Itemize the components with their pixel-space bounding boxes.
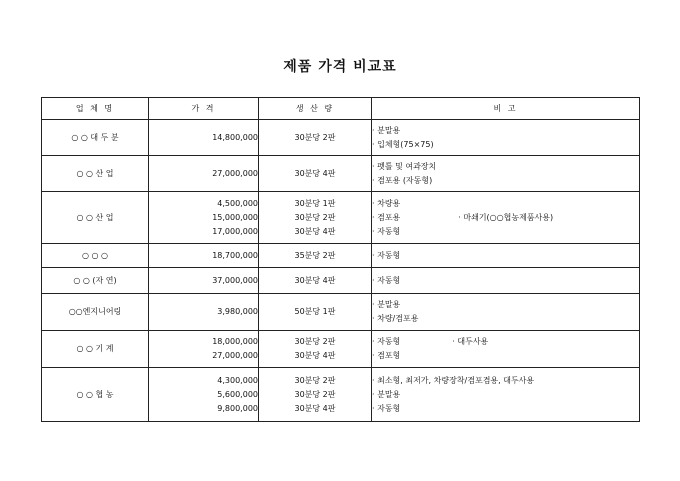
price-value: 3,980,000 [217,307,258,316]
production-cell [259,156,372,192]
header-note: 비 고 [372,98,640,120]
price-value: 15,000,000 [212,212,258,222]
table-row [42,192,640,244]
production-value: 30분당 2판 [294,132,336,142]
note-line: · 펫틀 및 여과장치 [372,161,437,171]
company-cell: ○ ○ (자 연) [42,268,149,294]
price-cell [149,331,259,368]
note-line: · 자동형 [372,275,401,285]
header-price: 가 격 [149,98,259,120]
note-text: · 겸포용 [372,212,401,222]
production-value: 30분당 4판 [294,403,336,413]
note-line: · 자동형 [372,250,401,260]
price-value: 14,800,000 [212,132,258,142]
company-cell: ○ ○ 기 계 [42,331,149,368]
price-comparison-table [41,97,640,422]
note-cell [372,120,640,156]
note-line [372,211,639,225]
table-row [42,156,640,192]
production-value: 30분당 4판 [294,226,336,236]
price-value: 9,800,000 [217,403,258,413]
production-value: 30분당 4판 [294,275,336,285]
price-value: 27,000,000 [212,351,258,360]
price-value: 18,000,000 [212,337,258,346]
price-value: 4,500,000 [217,198,258,208]
note-cell [372,156,640,192]
company-cell: ○ ○ 대 두 분 [42,120,149,156]
production-value: 30분당 2판 [294,389,336,399]
note-line: · 입체형(75×75) [372,139,434,149]
table-row [42,244,640,268]
table-row [42,268,640,294]
production-value: 30분당 2판 [294,375,336,385]
price-cell [149,368,259,422]
company-cell: ○ ○ 산 업 [42,192,149,244]
table-header-row [42,98,640,120]
production-cell [259,192,372,244]
production-cell [259,294,372,331]
note-line: · 분말용 [372,125,401,135]
table-row [42,294,640,331]
note-line: · 차량/겸포용 [372,314,419,323]
company-cell: ○ ○ 협 농 [42,368,149,422]
price-cell [149,120,259,156]
header-company: 업 체 명 [42,98,149,120]
production-value: 30분당 4판 [294,168,336,178]
production-cell [259,244,372,268]
price-value: 4,300,000 [217,375,258,385]
note-cell [372,294,640,331]
note-cell [372,331,640,368]
production-value: 30분당 4판 [294,351,336,360]
note-line: · 자동형 [372,226,401,236]
price-cell [149,244,259,268]
note-cell [372,268,640,294]
production-value: 30분당 1판 [294,198,336,208]
price-value: 17,000,000 [212,226,258,236]
table-row [42,120,640,156]
price-cell [149,192,259,244]
note-line: · 자동형 [372,403,401,413]
note-line: · 겸포용 (자동형) [372,175,433,185]
production-value: 35분당 2판 [294,250,336,260]
production-value: 30분당 2판 [294,212,336,222]
price-cell [149,268,259,294]
note-extra: · 대두사용 [452,337,489,346]
company-cell: ○ ○ ○ [42,244,149,268]
production-cell [259,331,372,368]
price-value: 27,000,000 [212,168,258,178]
price-value: 5,600,000 [217,389,258,399]
price-cell [149,294,259,331]
note-line [372,335,639,349]
production-cell [259,120,372,156]
note-text: · 자동형 [372,337,401,346]
note-cell [372,368,640,422]
note-line: · 분말용 [372,389,401,399]
company-cell: ○ ○ 산 업 [42,156,149,192]
price-value: 37,000,000 [212,275,258,285]
table-row [42,368,640,422]
note-line: · 분말용 [372,300,401,309]
note-cell [372,244,640,268]
company-cell: ○○엔지니어링 [42,294,149,331]
note-cell [372,192,640,244]
price-value: 18,700,000 [212,250,258,260]
production-cell [259,368,372,422]
note-line: · 최소형, 최저가, 차량장착/겸포겸용, 대두사용 [372,375,535,385]
note-extra: · 마쇄기(○○협농제품사용) [458,212,554,222]
note-line: · 차량용 [372,198,401,208]
note-line: · 겸포형 [372,351,401,360]
header-production: 생 산 량 [259,98,372,120]
table-row [42,331,640,368]
document-title: 제품 가격 비교표 [283,59,397,75]
production-value: 30분당 2판 [294,337,336,346]
production-cell [259,268,372,294]
production-value: 50분당 1판 [294,307,336,316]
price-cell [149,156,259,192]
